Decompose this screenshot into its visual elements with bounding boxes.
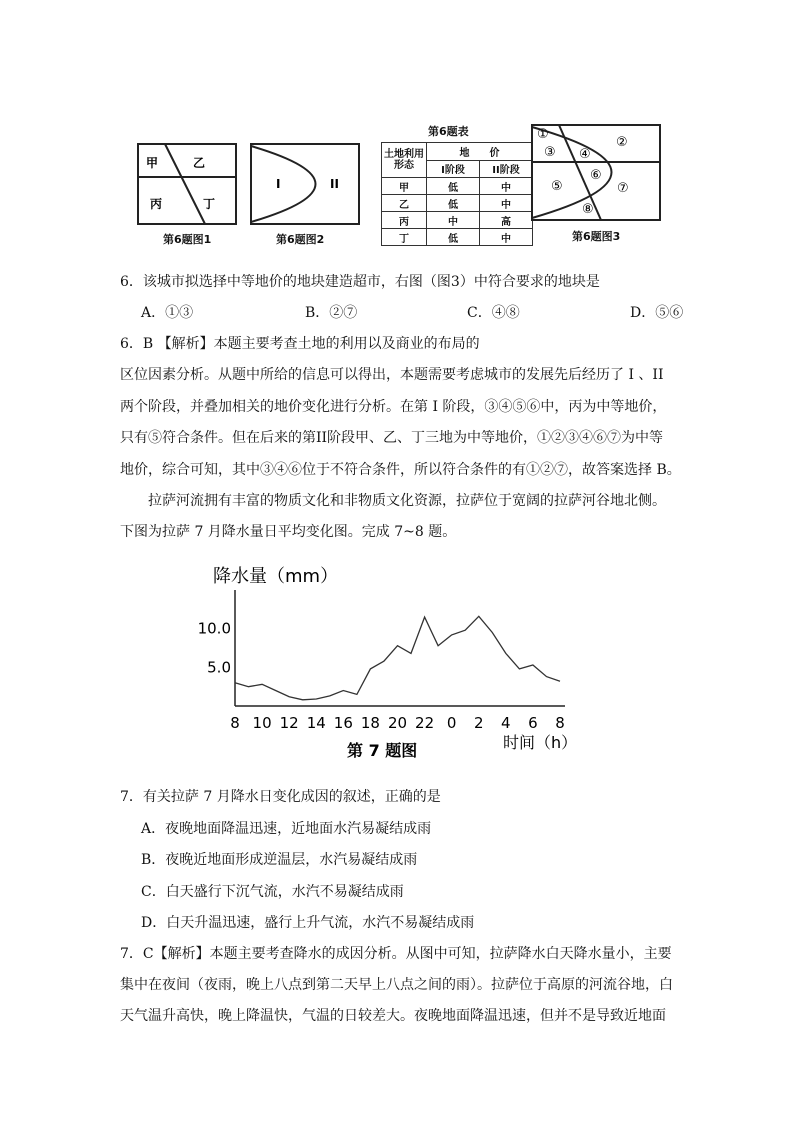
fig3-label-8: ⑧ xyxy=(582,202,594,217)
figure-3 xyxy=(531,124,661,221)
chart-xlabel: 时间（h） xyxy=(503,733,578,752)
fig3-label-6: ⑥ xyxy=(590,168,602,183)
fig3-label-5: ⑤ xyxy=(551,179,563,194)
x-tick-label: 12 xyxy=(279,714,299,732)
x-tick-label: 4 xyxy=(501,714,511,732)
table-title: 第6题表 xyxy=(428,125,469,138)
a6-line: 区位因素分析。从题中所给的信息可以得出，本题需要考虑城市的发展先后经历了 I 、II xyxy=(120,367,664,383)
x-tick-label: 16 xyxy=(333,714,353,732)
fig2-label-2: II xyxy=(330,177,339,191)
figure-2-caption: 第6题图2 xyxy=(276,233,325,246)
q7-option-d: D．白天升温迅速，盛行上升气流，水汽不易凝结成雨 xyxy=(141,915,475,931)
y-tick-label: 5.0 xyxy=(207,658,231,677)
table-row: 丙 中 高 xyxy=(382,212,533,229)
x-tick-label: 8 xyxy=(555,714,565,732)
fig1-label-bing: 丙 xyxy=(150,197,163,211)
a7-line: 7．C【解析】本题主要考查降水的成因分析。从图中可知，拉萨降水白天降水量小，主要 xyxy=(120,946,672,962)
figure-2 xyxy=(250,143,360,225)
x-tick-label: 22 xyxy=(415,714,435,732)
table-header-land: 土地利用形态 xyxy=(382,143,427,178)
a6-line: 6．B 【解析】本题主要考查土地的利用以及商业的布局的 xyxy=(120,336,480,352)
x-tick-label: 8 xyxy=(230,714,240,732)
x-tick-label: 10 xyxy=(252,714,272,732)
land-price-table xyxy=(381,142,533,246)
x-tick-label: 14 xyxy=(306,714,326,732)
table-row: 丁 低 中 xyxy=(382,229,533,246)
x-tick-label: 18 xyxy=(360,714,380,732)
a7-line: 集中在夜间（夜雨，晚上八点到第二天早上八点之间的雨）。拉萨位于高原的河流谷地，白 xyxy=(120,977,673,993)
figure-1-caption: 第6题图1 xyxy=(163,233,212,246)
q7-stem: 7．有关拉萨 7 月降水日变化成因的叙述，正确的是 xyxy=(120,789,441,805)
figure-1-diagram xyxy=(137,143,237,225)
fig3-label-2: ② xyxy=(616,135,628,150)
intro-line: 拉萨河流拥有丰富的物质文化和非物质文化资源，拉萨位于宽阔的拉萨河谷地北侧。 xyxy=(148,493,666,509)
precipitation-chart xyxy=(195,560,605,760)
q6-option-d: D．⑤⑥ xyxy=(630,305,684,321)
x-tick-label: 20 xyxy=(387,714,408,732)
fig3-label-7: ⑦ xyxy=(617,181,629,196)
fig3-label-4: ④ xyxy=(579,147,591,162)
fig3-label-3: ③ xyxy=(544,145,556,160)
chart-ylabel: 降水量（mm） xyxy=(213,566,339,587)
q7-option-b: B．夜晚近地面形成逆温层，水汽易凝结成雨 xyxy=(141,852,418,868)
figure-2-diagram xyxy=(250,143,360,225)
q6-option-b: B．②⑦ xyxy=(305,305,358,321)
y-tick-label: 10.0 xyxy=(197,619,231,638)
table-sub-1: I阶段 xyxy=(427,160,480,178)
q6-option-c: C．④⑧ xyxy=(467,305,520,321)
table-row: 甲 低 中 xyxy=(382,178,533,195)
q7-option-a: A．夜晚地面降温迅速，近地面水汽易凝结成雨 xyxy=(141,821,432,837)
x-tick-label: 6 xyxy=(528,714,538,732)
q6-option-a: A．①③ xyxy=(141,305,194,321)
chart-caption: 第 7 题图 xyxy=(347,741,418,760)
q7-option-c: C．白天盛行下沉气流，水汽不易凝结成雨 xyxy=(141,884,404,900)
fig2-label-1: I xyxy=(276,177,281,191)
fig3-label-1: ① xyxy=(537,127,549,142)
precipitation-line xyxy=(235,616,560,700)
fig1-label-yi: 乙 xyxy=(193,156,206,170)
table-header-price: 地 价 xyxy=(427,143,533,161)
a6-line: 只有⑤符合条件。但在后来的第II阶段甲、乙、丁三地为中等地价，①②③④⑥⑦为中等 xyxy=(120,430,664,446)
fig1-label-ding: 丁 xyxy=(203,197,216,211)
figure-3-diagram xyxy=(531,124,661,221)
a6-line: 地价，综合可知，其中③④⑥位于不符合条件，所以符合条件的有①②⑦，故答案选择 B。 xyxy=(120,462,681,478)
x-tick-label: 0 xyxy=(446,714,457,732)
figure-1 xyxy=(137,143,237,225)
a6-line: 两个阶段，并叠加相关的地价变化进行分析。在第 I 阶段，③④⑤⑥中，丙为中等地价， xyxy=(120,399,667,415)
figure-3-caption: 第6题图3 xyxy=(572,230,621,243)
table-sub-2: II阶段 xyxy=(480,160,533,178)
intro-line: 下图为拉萨 7 月降水量日平均变化图。完成 7~8 题。 xyxy=(120,524,457,540)
a7-line: 天气温升高快，晚上降温快，气温的日较差大。夜晚地面降温迅速，但并不是导致近地面 xyxy=(120,1008,666,1024)
fig1-label-jia: 甲 xyxy=(146,156,159,170)
table-row: 乙 低 中 xyxy=(382,195,533,212)
x-tick-label: 2 xyxy=(473,714,484,732)
q6-stem: 6．该城市拟选择中等地价的地块建造超市，右图（图3）中符合要求的地块是 xyxy=(120,274,600,290)
